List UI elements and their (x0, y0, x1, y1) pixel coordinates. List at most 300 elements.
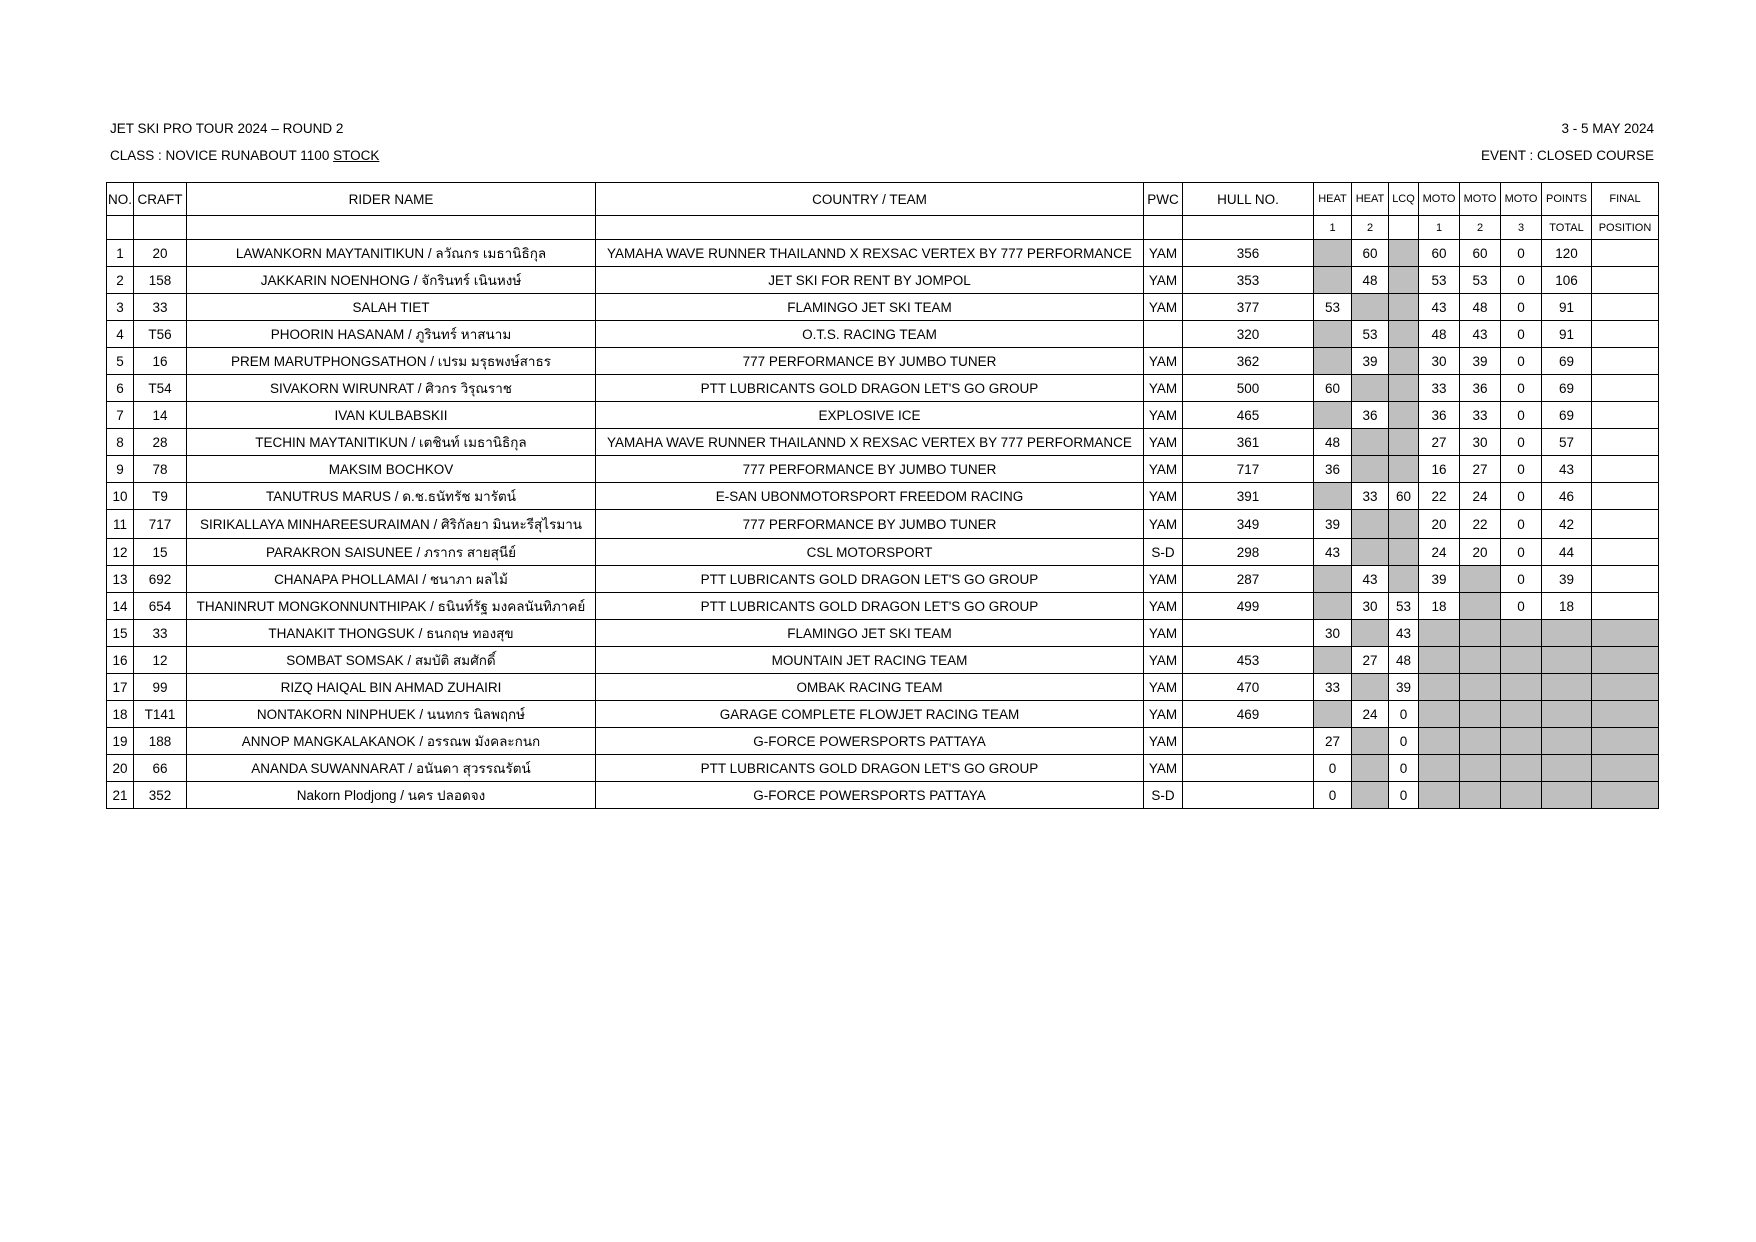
col-craft-header: CRAFT (134, 183, 187, 216)
cell-moto1 (1419, 620, 1460, 647)
cell-no: 19 (107, 728, 134, 755)
cell-team: FLAMINGO JET SKI TEAM (596, 620, 1144, 647)
cell-team: E-SAN UBONMOTORSPORT FREEDOM RACING (596, 483, 1144, 510)
cell-pwc: YAM (1144, 240, 1183, 267)
cell-craft: 188 (134, 728, 187, 755)
cell-no: 1 (107, 240, 134, 267)
cell-lcq (1389, 321, 1419, 348)
cell-moto1: 18 (1419, 593, 1460, 620)
cell-heat1 (1314, 348, 1352, 375)
cell-hull: 391 (1183, 483, 1314, 510)
cell-final (1592, 755, 1659, 782)
cell-craft: 15 (134, 539, 187, 566)
cell-no: 10 (107, 483, 134, 510)
cell-points: 69 (1542, 348, 1592, 375)
cell-pwc: YAM (1144, 375, 1183, 402)
cell-hull: 499 (1183, 593, 1314, 620)
cell-heat1 (1314, 267, 1352, 294)
event-type: EVENT : CLOSED COURSE (1480, 148, 1654, 163)
cell-pwc: S-D (1144, 782, 1183, 809)
cell-team: 777 PERFORMANCE BY JUMBO TUNER (596, 510, 1144, 539)
col-heat2-subheader: 2 (1352, 216, 1389, 240)
cell-heat1 (1314, 321, 1352, 348)
col-no-subheader (107, 216, 134, 240)
cell-pwc: YAM (1144, 267, 1183, 294)
cell-final (1592, 456, 1659, 483)
cell-hull: 500 (1183, 375, 1314, 402)
cell-moto2 (1460, 701, 1501, 728)
cell-rider: CHANAPA PHOLLAMAI / ชนาภา ผลไม้ (187, 566, 596, 593)
col-pwc-subheader (1144, 216, 1183, 240)
cell-pwc (1144, 321, 1183, 348)
cell-points: 39 (1542, 566, 1592, 593)
cell-lcq (1389, 456, 1419, 483)
cell-no: 11 (107, 510, 134, 539)
document-title: JET SKI PRO TOUR 2024 – ROUND 2 (110, 121, 344, 136)
cell-points: 57 (1542, 429, 1592, 456)
cell-pwc: YAM (1144, 620, 1183, 647)
cell-moto1: 60 (1419, 240, 1460, 267)
cell-points: 18 (1542, 593, 1592, 620)
cell-no: 16 (107, 647, 134, 674)
cell-final (1592, 402, 1659, 429)
cell-heat1: 33 (1314, 674, 1352, 701)
cell-heat2 (1352, 539, 1389, 566)
cell-pwc: YAM (1144, 674, 1183, 701)
cell-no: 18 (107, 701, 134, 728)
cell-moto2: 43 (1460, 321, 1501, 348)
col-moto3-header: MOTO (1501, 183, 1542, 216)
cell-moto3: 0 (1501, 539, 1542, 566)
cell-rider: TANUTRUS MARUS / ด.ช.ธนัทรัช มารัตน์ (187, 483, 596, 510)
cell-hull: 349 (1183, 510, 1314, 539)
cell-heat2: 27 (1352, 647, 1389, 674)
cell-heat2 (1352, 674, 1389, 701)
cell-heat2 (1352, 429, 1389, 456)
cell-moto2: 39 (1460, 348, 1501, 375)
cell-lcq: 43 (1389, 620, 1419, 647)
cell-final (1592, 701, 1659, 728)
cell-points (1542, 782, 1592, 809)
cell-rider: Nakorn Plodjong / นคร ปลอดจง (187, 782, 596, 809)
cell-team: G-FORCE POWERSPORTS PATTAYA (596, 782, 1144, 809)
cell-craft: 692 (134, 566, 187, 593)
cell-heat1: 60 (1314, 375, 1352, 402)
cell-points: 46 (1542, 483, 1592, 510)
cell-moto2: 33 (1460, 402, 1501, 429)
class-label (110, 148, 379, 163)
cell-points: 43 (1542, 456, 1592, 483)
header-row-top (107, 183, 1659, 216)
cell-final (1592, 674, 1659, 701)
cell-final (1592, 375, 1659, 402)
cell-lcq (1389, 566, 1419, 593)
cell-team: G-FORCE POWERSPORTS PATTAYA (596, 728, 1144, 755)
cell-moto3: 0 (1501, 483, 1542, 510)
cell-rider: PREM MARUTPHONGSATHON / เปรม มรุธพงษ์สาธร (187, 348, 596, 375)
cell-points (1542, 755, 1592, 782)
cell-final (1592, 539, 1659, 566)
cell-pwc: YAM (1144, 348, 1183, 375)
table-row (107, 294, 1659, 321)
cell-no: 14 (107, 593, 134, 620)
col-heat1-header: HEAT (1314, 183, 1352, 216)
col-moto2-subheader: 2 (1460, 216, 1501, 240)
cell-heat2 (1352, 728, 1389, 755)
cell-no: 13 (107, 566, 134, 593)
cell-moto1: 53 (1419, 267, 1460, 294)
cell-moto3 (1501, 755, 1542, 782)
cell-points: 44 (1542, 539, 1592, 566)
cell-rider: SALAH TIET (187, 294, 596, 321)
col-moto3-subheader: 3 (1501, 216, 1542, 240)
cell-hull: 353 (1183, 267, 1314, 294)
cell-craft: T54 (134, 375, 187, 402)
table-row (107, 593, 1659, 620)
cell-heat2: 36 (1352, 402, 1389, 429)
cell-heat2: 33 (1352, 483, 1389, 510)
cell-rider: THANAKIT THONGSUK / ธนกฤษ ทองสุข (187, 620, 596, 647)
cell-moto2: 27 (1460, 456, 1501, 483)
cell-lcq (1389, 267, 1419, 294)
cell-moto3: 0 (1501, 294, 1542, 321)
table-row (107, 755, 1659, 782)
cell-moto1: 33 (1419, 375, 1460, 402)
cell-heat1: 27 (1314, 728, 1352, 755)
cell-moto3 (1501, 647, 1542, 674)
cell-pwc: YAM (1144, 593, 1183, 620)
cell-team: CSL MOTORSPORT (596, 539, 1144, 566)
cell-craft: 12 (134, 647, 187, 674)
cell-craft: 654 (134, 593, 187, 620)
cell-lcq: 48 (1389, 647, 1419, 674)
cell-team: JET SKI FOR RENT BY JOMPOL (596, 267, 1144, 294)
cell-points: 69 (1542, 375, 1592, 402)
cell-pwc: YAM (1144, 701, 1183, 728)
cell-final (1592, 294, 1659, 321)
cell-hull: 287 (1183, 566, 1314, 593)
cell-hull: 298 (1183, 539, 1314, 566)
cell-team: OMBAK RACING TEAM (596, 674, 1144, 701)
col-moto1-header: MOTO (1419, 183, 1460, 216)
cell-hull: 320 (1183, 321, 1314, 348)
col-rider-header: RIDER NAME (187, 183, 596, 216)
cell-heat2 (1352, 375, 1389, 402)
cell-final (1592, 593, 1659, 620)
cell-lcq: 39 (1389, 674, 1419, 701)
cell-heat1 (1314, 240, 1352, 267)
cell-heat2 (1352, 782, 1389, 809)
cell-no: 12 (107, 539, 134, 566)
cell-craft: 66 (134, 755, 187, 782)
cell-moto1 (1419, 674, 1460, 701)
cell-heat1: 36 (1314, 456, 1352, 483)
cell-craft: 352 (134, 782, 187, 809)
table-row (107, 539, 1659, 566)
table-row (107, 402, 1659, 429)
cell-moto2: 60 (1460, 240, 1501, 267)
cell-heat2: 48 (1352, 267, 1389, 294)
cell-no: 8 (107, 429, 134, 456)
cell-points (1542, 701, 1592, 728)
cell-hull (1183, 620, 1314, 647)
cell-points (1542, 620, 1592, 647)
cell-final (1592, 647, 1659, 674)
cell-heat2: 53 (1352, 321, 1389, 348)
cell-moto3: 0 (1501, 456, 1542, 483)
cell-final (1592, 566, 1659, 593)
table-row (107, 701, 1659, 728)
cell-team: MOUNTAIN JET RACING TEAM (596, 647, 1144, 674)
cell-no: 4 (107, 321, 134, 348)
cell-heat2 (1352, 294, 1389, 321)
cell-pwc: YAM (1144, 429, 1183, 456)
cell-rider: TECHIN MAYTANITIKUN / เตชินท์ เมธานิธิกุล (187, 429, 596, 456)
cell-team: 777 PERFORMANCE BY JUMBO TUNER (596, 348, 1144, 375)
cell-craft: 99 (134, 674, 187, 701)
cell-rider: SIVAKORN WIRUNRAT / ศิวกร วิรุณราช (187, 375, 596, 402)
col-team-subheader (596, 216, 1144, 240)
cell-points: 69 (1542, 402, 1592, 429)
cell-hull: 377 (1183, 294, 1314, 321)
cell-hull: 362 (1183, 348, 1314, 375)
cell-moto2 (1460, 647, 1501, 674)
cell-final (1592, 267, 1659, 294)
cell-rider: PARAKRON SAISUNEE / ภรากร สายสุนีย์ (187, 539, 596, 566)
cell-points: 120 (1542, 240, 1592, 267)
table-row (107, 348, 1659, 375)
table-row (107, 782, 1659, 809)
cell-no: 21 (107, 782, 134, 809)
class-name: CLASS : NOVICE RUNABOUT 1100 (110, 148, 334, 163)
cell-team: PTT LUBRICANTS GOLD DRAGON LET'S GO GROUP (596, 566, 1144, 593)
table-row (107, 510, 1659, 539)
cell-hull: 361 (1183, 429, 1314, 456)
cell-heat1: 43 (1314, 539, 1352, 566)
cell-moto1: 43 (1419, 294, 1460, 321)
col-lcq-subheader (1389, 216, 1419, 240)
cell-points: 91 (1542, 321, 1592, 348)
cell-rider: THANINRUT MONGKONNUNTHIPAK / ธนินท์รัฐ มงคลนันทิภาคย์ (187, 593, 596, 620)
cell-lcq (1389, 510, 1419, 539)
cell-moto1: 22 (1419, 483, 1460, 510)
cell-hull (1183, 728, 1314, 755)
cell-heat1: 0 (1314, 782, 1352, 809)
cell-moto1 (1419, 728, 1460, 755)
cell-moto3 (1501, 674, 1542, 701)
cell-pwc: YAM (1144, 566, 1183, 593)
cell-moto2: 53 (1460, 267, 1501, 294)
cell-moto2 (1460, 782, 1501, 809)
cell-pwc: YAM (1144, 755, 1183, 782)
table-row (107, 566, 1659, 593)
col-rider-subheader (187, 216, 596, 240)
cell-moto1: 24 (1419, 539, 1460, 566)
cell-heat1: 53 (1314, 294, 1352, 321)
cell-no: 5 (107, 348, 134, 375)
cell-final (1592, 429, 1659, 456)
results-table (106, 182, 1659, 809)
cell-pwc: YAM (1144, 728, 1183, 755)
cell-craft: 20 (134, 240, 187, 267)
cell-team: PTT LUBRICANTS GOLD DRAGON LET'S GO GROUP (596, 375, 1144, 402)
cell-pwc: YAM (1144, 510, 1183, 539)
col-hull-subheader (1183, 216, 1314, 240)
cell-moto3: 0 (1501, 566, 1542, 593)
cell-craft: 28 (134, 429, 187, 456)
cell-moto2: 20 (1460, 539, 1501, 566)
cell-no: 9 (107, 456, 134, 483)
col-lcq-header: LCQ (1389, 183, 1419, 216)
cell-moto1 (1419, 647, 1460, 674)
cell-hull: 453 (1183, 647, 1314, 674)
cell-hull: 356 (1183, 240, 1314, 267)
cell-pwc: YAM (1144, 647, 1183, 674)
cell-moto1: 27 (1419, 429, 1460, 456)
col-pwc-header: PWC (1144, 183, 1183, 216)
cell-lcq: 0 (1389, 728, 1419, 755)
cell-moto2 (1460, 620, 1501, 647)
cell-hull: 469 (1183, 701, 1314, 728)
cell-no: 17 (107, 674, 134, 701)
cell-heat2 (1352, 510, 1389, 539)
cell-final (1592, 782, 1659, 809)
cell-moto3 (1501, 620, 1542, 647)
cell-heat2 (1352, 620, 1389, 647)
cell-lcq: 0 (1389, 782, 1419, 809)
cell-team: PTT LUBRICANTS GOLD DRAGON LET'S GO GROUP (596, 593, 1144, 620)
cell-team: YAMAHA WAVE RUNNER THAILANND X REXSAC VERTEX BY 777 PERFORMANCE (596, 429, 1144, 456)
cell-heat1 (1314, 593, 1352, 620)
cell-final (1592, 240, 1659, 267)
cell-heat1: 48 (1314, 429, 1352, 456)
cell-lcq (1389, 375, 1419, 402)
cell-team: PTT LUBRICANTS GOLD DRAGON LET'S GO GROUP (596, 755, 1144, 782)
cell-lcq: 60 (1389, 483, 1419, 510)
cell-moto2: 48 (1460, 294, 1501, 321)
cell-rider: IVAN KULBABSKII (187, 402, 596, 429)
col-heat1-subheader: 1 (1314, 216, 1352, 240)
col-final-header: FINAL (1592, 183, 1659, 216)
cell-no: 3 (107, 294, 134, 321)
cell-moto2 (1460, 728, 1501, 755)
cell-pwc: YAM (1144, 402, 1183, 429)
cell-heat1: 30 (1314, 620, 1352, 647)
cell-team: 777 PERFORMANCE BY JUMBO TUNER (596, 456, 1144, 483)
cell-moto1: 48 (1419, 321, 1460, 348)
cell-moto2 (1460, 566, 1501, 593)
cell-craft: 78 (134, 456, 187, 483)
cell-team: FLAMINGO JET SKI TEAM (596, 294, 1144, 321)
col-heat2-header: HEAT (1352, 183, 1389, 216)
col-no-header: NO. (107, 183, 134, 216)
cell-moto3: 0 (1501, 402, 1542, 429)
cell-points: 91 (1542, 294, 1592, 321)
cell-no: 7 (107, 402, 134, 429)
table-row (107, 674, 1659, 701)
cell-final (1592, 348, 1659, 375)
cell-craft: 16 (134, 348, 187, 375)
cell-pwc: S-D (1144, 539, 1183, 566)
cell-rider: SIRIKALLAYA MINHAREESURAIMAN / ศิริกัลยา มินหะรีสุไรมาน (187, 510, 596, 539)
cell-moto3: 0 (1501, 321, 1542, 348)
cell-hull: 717 (1183, 456, 1314, 483)
cell-rider: ANANDA SUWANNARAT / อนันดา สุวรรณรัตน์ (187, 755, 596, 782)
cell-hull (1183, 782, 1314, 809)
cell-moto3 (1501, 782, 1542, 809)
cell-pwc: YAM (1144, 456, 1183, 483)
cell-rider: PHOORIN HASANAM / ภูรินทร์ หาสนาม (187, 321, 596, 348)
cell-final (1592, 620, 1659, 647)
table-row (107, 267, 1659, 294)
cell-moto1 (1419, 782, 1460, 809)
col-moto1-subheader: 1 (1419, 216, 1460, 240)
cell-moto3: 0 (1501, 240, 1542, 267)
cell-team: YAMAHA WAVE RUNNER THAILANND X REXSAC VERTEX BY 777 PERFORMANCE (596, 240, 1144, 267)
cell-final (1592, 728, 1659, 755)
cell-rider: ANNOP MANGKALAKANOK / อรรณพ มังคละกนก (187, 728, 596, 755)
table-row (107, 429, 1659, 456)
cell-heat2: 30 (1352, 593, 1389, 620)
event-date: 3 - 5 MAY 2024 (1561, 121, 1654, 136)
cell-heat2 (1352, 755, 1389, 782)
cell-heat2: 60 (1352, 240, 1389, 267)
cell-heat2: 43 (1352, 566, 1389, 593)
col-moto2-header: MOTO (1460, 183, 1501, 216)
cell-points: 42 (1542, 510, 1592, 539)
cell-rider: JAKKARIN NOENHONG / จักรินทร์ เนินหงษ์ (187, 267, 596, 294)
cell-final (1592, 321, 1659, 348)
cell-moto2 (1460, 593, 1501, 620)
cell-moto3: 0 (1501, 348, 1542, 375)
cell-craft: 158 (134, 267, 187, 294)
cell-craft: T141 (134, 701, 187, 728)
cell-rider: LAWANKORN MAYTANITIKUN / ลวัณกร เมธานิธิกุล (187, 240, 596, 267)
cell-lcq (1389, 429, 1419, 456)
cell-heat1 (1314, 701, 1352, 728)
cell-hull: 470 (1183, 674, 1314, 701)
cell-heat1 (1314, 566, 1352, 593)
col-points-header: POINTS (1542, 183, 1592, 216)
cell-rider: MAKSIM BOCHKOV (187, 456, 596, 483)
cell-points (1542, 728, 1592, 755)
col-points-subheader: TOTAL (1542, 216, 1592, 240)
cell-heat1: 39 (1314, 510, 1352, 539)
cell-team: EXPLOSIVE ICE (596, 402, 1144, 429)
cell-craft: 33 (134, 294, 187, 321)
cell-points (1542, 674, 1592, 701)
table-row (107, 240, 1659, 267)
cell-moto3 (1501, 728, 1542, 755)
cell-lcq: 53 (1389, 593, 1419, 620)
cell-moto2: 30 (1460, 429, 1501, 456)
cell-team: O.T.S. RACING TEAM (596, 321, 1144, 348)
cell-moto1: 36 (1419, 402, 1460, 429)
cell-pwc: YAM (1144, 294, 1183, 321)
cell-moto3: 0 (1501, 429, 1542, 456)
cell-lcq (1389, 539, 1419, 566)
cell-lcq (1389, 240, 1419, 267)
table-row (107, 375, 1659, 402)
cell-heat2: 39 (1352, 348, 1389, 375)
cell-heat1: 0 (1314, 755, 1352, 782)
cell-moto3: 0 (1501, 375, 1542, 402)
cell-moto3: 0 (1501, 267, 1542, 294)
cell-lcq (1389, 402, 1419, 429)
col-team-header: COUNTRY / TEAM (596, 183, 1144, 216)
cell-final (1592, 483, 1659, 510)
cell-no: 2 (107, 267, 134, 294)
